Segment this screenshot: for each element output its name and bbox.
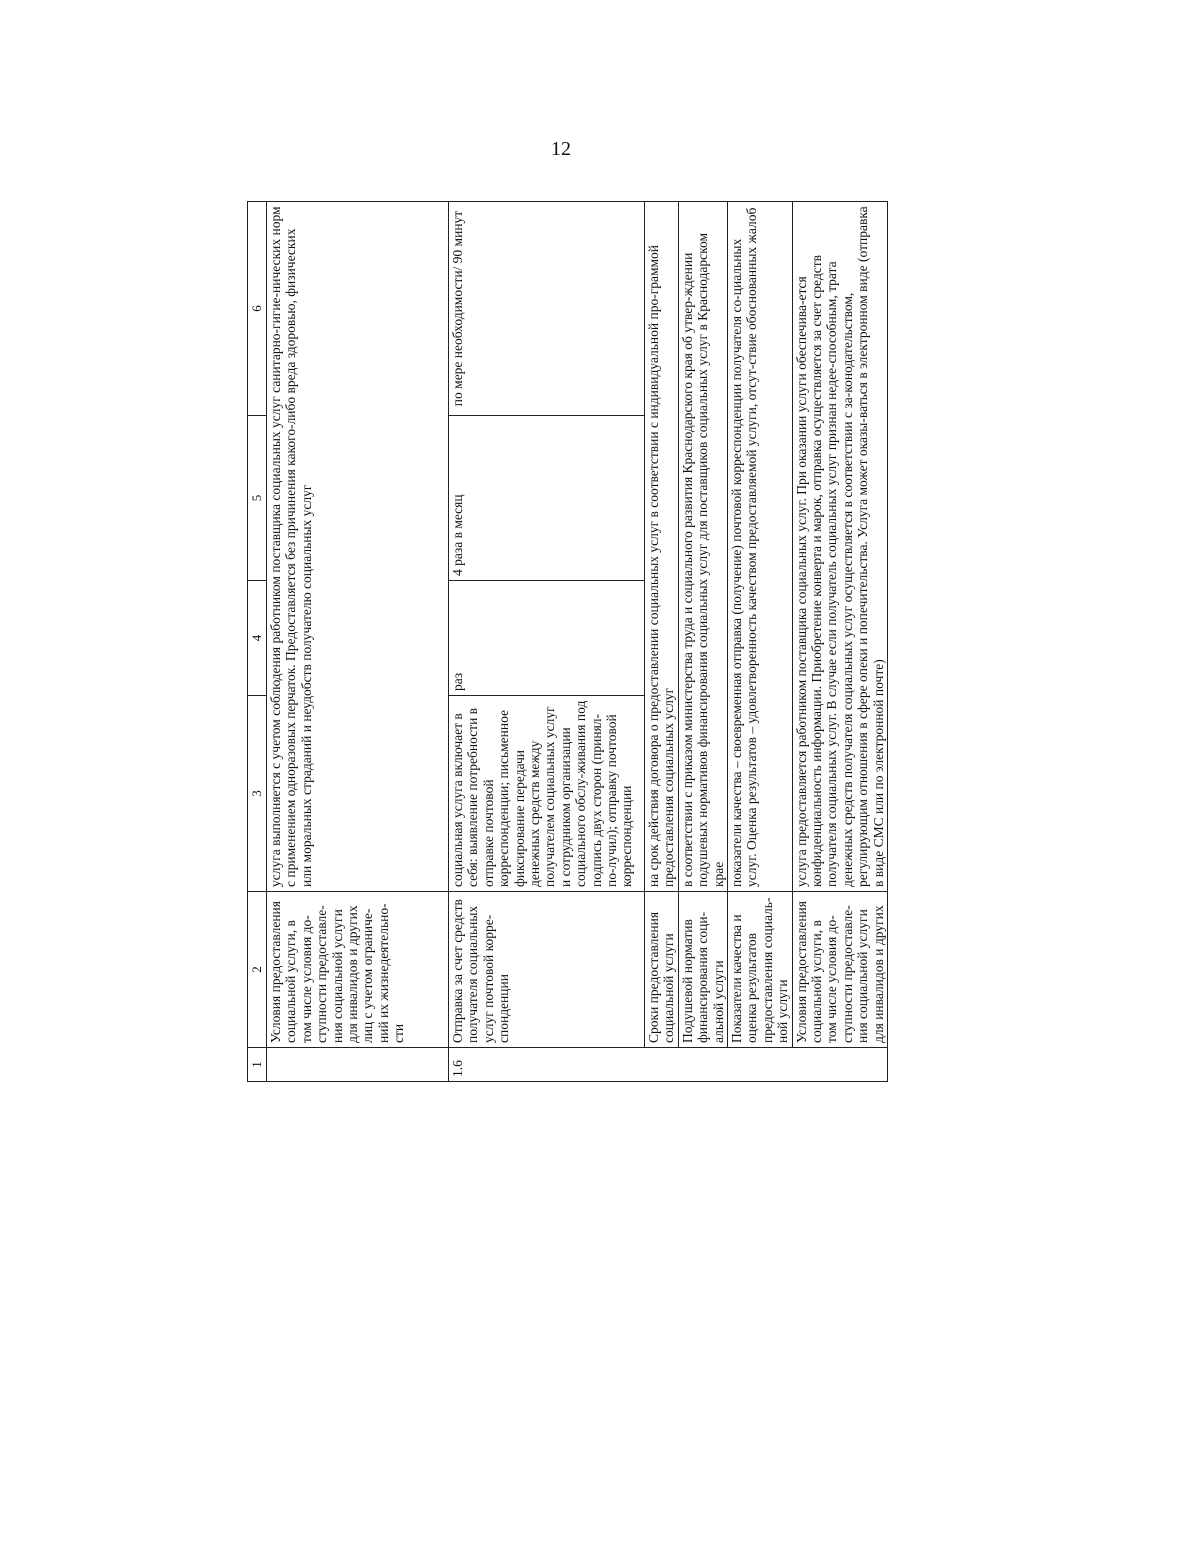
table-row <box>678 202 727 1082</box>
row-text: на срок действия договора о предоставлении социальных услуг в соответствии с индивидуальной про-граммой предоставления социальных услуг <box>645 202 679 892</box>
row-name: Подушевой норматив финансирования соци-альной услуги <box>678 892 727 1048</box>
row-number: 1.6 <box>449 1048 888 1082</box>
row-unit: раз <box>449 581 645 696</box>
table-row <box>792 202 887 1082</box>
row-text: услуга предоставляется работником поставщика социальных услуг. При оказании услуги обеспечива-ется конфиденциальность информации. Приобретение конверта и марок, отправка осуществляется за счет средств получателя социальных услуг. В случае если получатель социальных услуг признан недее-способным, трата денежных средств получателя социальных услуг осуществляется в соответствии с за-конодательством, регулирующим отношения в сфере опеки и попечительства. Услуга может оказы-ваться в электронном виде (отправка в виде СМС или по электронной почте) <box>792 202 887 892</box>
row-name: Отправка за счет средств получателя социальных услуг почтовой корре-спонденции <box>449 892 645 1048</box>
row-name: Условия предоставления социальной услуги, в том числе условия до-ступности предоставле-ния социальной услуги для инвалидов и других лиц с учетом ограниче-ний их жизнедеятельно-сти <box>267 892 449 1048</box>
row-text: показатели качества – своевременная отправка (получение) почтовой корреспонденции получателя со-циальных услуг. Оценка результатов – удовлетворенность качеством предоставляемой услуги, отсут-ствие обоснованных жалоб <box>728 202 793 892</box>
table-row <box>728 202 793 1082</box>
table-row <box>645 202 679 1082</box>
header-col-4: 4 <box>248 581 267 696</box>
rotated-table-container <box>247 202 999 1082</box>
header-row <box>248 202 267 1082</box>
row-frequency: 4 раза в месяц <box>449 416 645 581</box>
services-table <box>247 201 888 1082</box>
table-row <box>267 202 449 1082</box>
row-description: социальная услуга включает в себя: выявление потребности в отправке почтовой корреспонденции; письменное фиксирование передачи денежных средств между получателем социальных услуг и сотрудником организации социального обслу-живания под подпись двух сторон (принял-по-лучил); отправку почтовой корреспонденции <box>449 696 645 892</box>
row-name: Условия предоставления социальной услуги, в том числе условия до-ступности предоставле-ния социальной услуги для инвалидов и других <box>792 892 887 1048</box>
table-row <box>449 202 645 1082</box>
row-text: в соответствии с приказом министерства труда и социального развития Краснодарского края об утвер-ждении подушевых нормативов финансирования социальных услуг для поставщиков социальных услуг в Краснодарском крае <box>678 202 727 892</box>
row-number <box>267 1048 449 1082</box>
header-col-3: 3 <box>248 696 267 892</box>
header-col-5: 5 <box>248 416 267 581</box>
row-name: Показатели качества и оценка результатов предоставления социаль-ной услуги <box>728 892 793 1048</box>
page-number: 12 <box>551 138 571 160</box>
header-col-2: 2 <box>248 892 267 1048</box>
row-name: Сроки предоставления социальной услуги <box>645 892 679 1048</box>
header-col-6: 6 <box>248 202 267 416</box>
row-duration: по мере необходимости/ 90 минут <box>449 202 645 416</box>
row-text: услуга выполняется с учетом соблюдения работником поставщика социальных услуг санитарно-гигие-нических норм с применением одноразовых перчаток. Предоставляется без причинения какого-либо вреда здоровью, физических или моральных страданий и неудобств получателю социальных услуг <box>267 202 449 892</box>
header-col-1: 1 <box>248 1048 267 1082</box>
